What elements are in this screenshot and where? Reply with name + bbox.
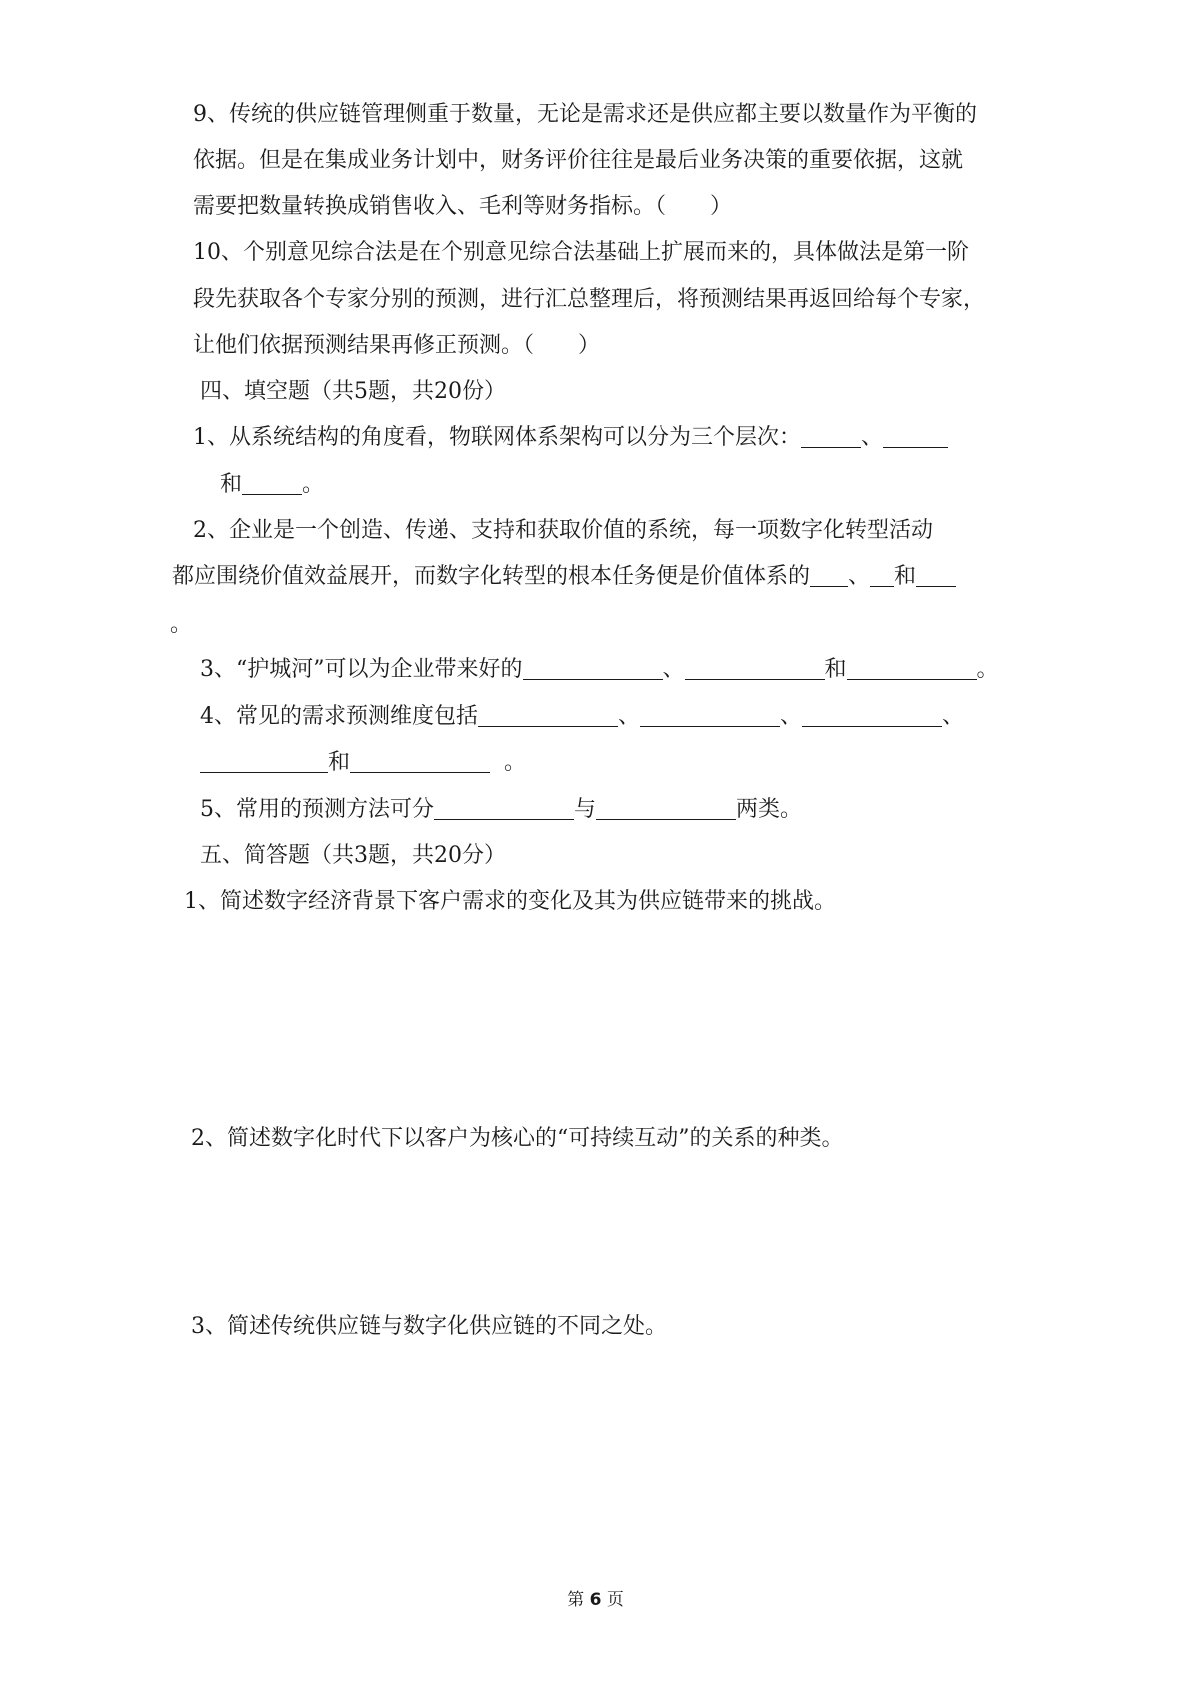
short-q3: 3、简述传统供应链与数字化供应链的不同之处。 — [191, 1314, 667, 1339]
fill-q2-line2 — [172, 562, 956, 592]
fill-q4-sep4: 和 — [328, 750, 351, 775]
short-q2: 2、简述数字化时代下以客户为核心的“可持续互动”的关系的种类。 — [191, 1126, 844, 1151]
fill-q2-blank2[interactable] — [870, 564, 894, 587]
fill-q2-line1: 2、企业是一个创造、传递、支持和获取价值的系统，每一项数字化转型活动 — [193, 518, 933, 543]
fill-q4-blank3[interactable] — [802, 704, 942, 727]
fill-q1-blank1[interactable] — [801, 425, 861, 448]
fill-q4-blank2[interactable] — [640, 704, 780, 727]
fill-q2-text: 都应围绕价值效益展开，而数字化转型的根本任务便是价值体系的 — [172, 564, 811, 589]
fill-q3-blank1[interactable] — [523, 657, 663, 680]
fill-q3-end: 。 — [976, 657, 999, 682]
fill-q2-sep1: 、 — [848, 564, 871, 589]
fill-q4-sep2: 、 — [780, 704, 803, 729]
tf-q9-line3: 需要把数量转换成销售收入、毛利等财务指标。（ ） — [193, 194, 733, 219]
fill-q4-text: 4、常见的需求预测维度包括 — [200, 704, 478, 729]
fill-q1-sep1: 、 — [861, 425, 884, 450]
fill-q4-sep1: 、 — [618, 704, 641, 729]
fill-q5-end: 两类。 — [736, 797, 803, 822]
fill-q5-line — [200, 795, 802, 825]
fill-q3-text: 3、“护城河”可以为企业带来好的 — [200, 657, 523, 682]
tf-q10-line2: 段先获取各个专家分别的预测，进行汇总整理后，将预测结果再返回给每个专家， — [193, 287, 986, 312]
fill-q1-line2 — [220, 470, 324, 500]
fill-q5-blank2[interactable] — [596, 797, 736, 820]
tf-q10-line3: 让他们依据预测结果再修正预测。（ ） — [193, 333, 601, 358]
section-fill-heading: 四、填空题（共5题，共20份） — [200, 379, 506, 404]
page-number: 6 — [589, 1590, 602, 1610]
fill-q4-blank1[interactable] — [478, 704, 618, 727]
fill-q1-end: 。 — [302, 472, 325, 497]
fill-q3-blank2[interactable] — [685, 657, 825, 680]
fill-q3-blank3[interactable] — [847, 657, 977, 680]
fill-q4-sep3: 、 — [942, 704, 965, 729]
fill-q4-blank5[interactable] — [350, 750, 490, 773]
fill-q3-line — [200, 655, 999, 685]
fill-q2-sep2: 和 — [894, 564, 917, 589]
fill-q1-text: 1、从系统结构的角度看，物联网体系架构可以分为三个层次： — [193, 425, 801, 450]
tf-q9-line2: 依据。但是在集成业务计划中，财务评价往往是最后业务决策的重要依据，这就 — [193, 148, 964, 173]
tf-q9-line1: 9、传统的供应链管理侧重于数量，无论是需求还是供应都主要以数量作为平衡的 — [193, 102, 977, 127]
fill-q5-sep1: 与 — [574, 797, 597, 822]
fill-q5-text: 5、常用的预测方法可分 — [200, 797, 434, 822]
page-footer — [0, 1585, 1191, 1610]
fill-q4-end: 。 — [504, 750, 527, 775]
fill-q2-blank1[interactable] — [810, 564, 848, 587]
fill-q5-blank1[interactable] — [434, 797, 574, 820]
fill-q3-sep1: 、 — [662, 657, 685, 682]
section-short-heading: 五、简答题（共3题，共20分） — [200, 843, 506, 868]
tf-q10-line1: 10、个别意见综合法是在个别意见综合法基础上扩展而来的，具体做法是第一阶 — [193, 240, 969, 265]
footer-suffix: 页 — [606, 1590, 624, 1610]
fill-q3-sep2: 和 — [824, 657, 847, 682]
fill-q4-blank4[interactable] — [200, 750, 328, 773]
fill-q1-blank3[interactable] — [242, 472, 302, 495]
fill-q2-line3: 。 — [170, 612, 193, 637]
short-q1: 1、简述数字经济背景下客户需求的变化及其为供应链带来的挑战。 — [184, 889, 836, 914]
fill-q4-line1 — [200, 702, 964, 732]
fill-q1-blank2[interactable] — [883, 425, 948, 448]
fill-q2-blank3[interactable] — [916, 564, 956, 587]
fill-q1-line1 — [193, 423, 948, 453]
fill-q1-and: 和 — [220, 472, 243, 497]
footer-prefix: 第 — [567, 1590, 585, 1610]
fill-q4-line2 — [200, 748, 526, 778]
